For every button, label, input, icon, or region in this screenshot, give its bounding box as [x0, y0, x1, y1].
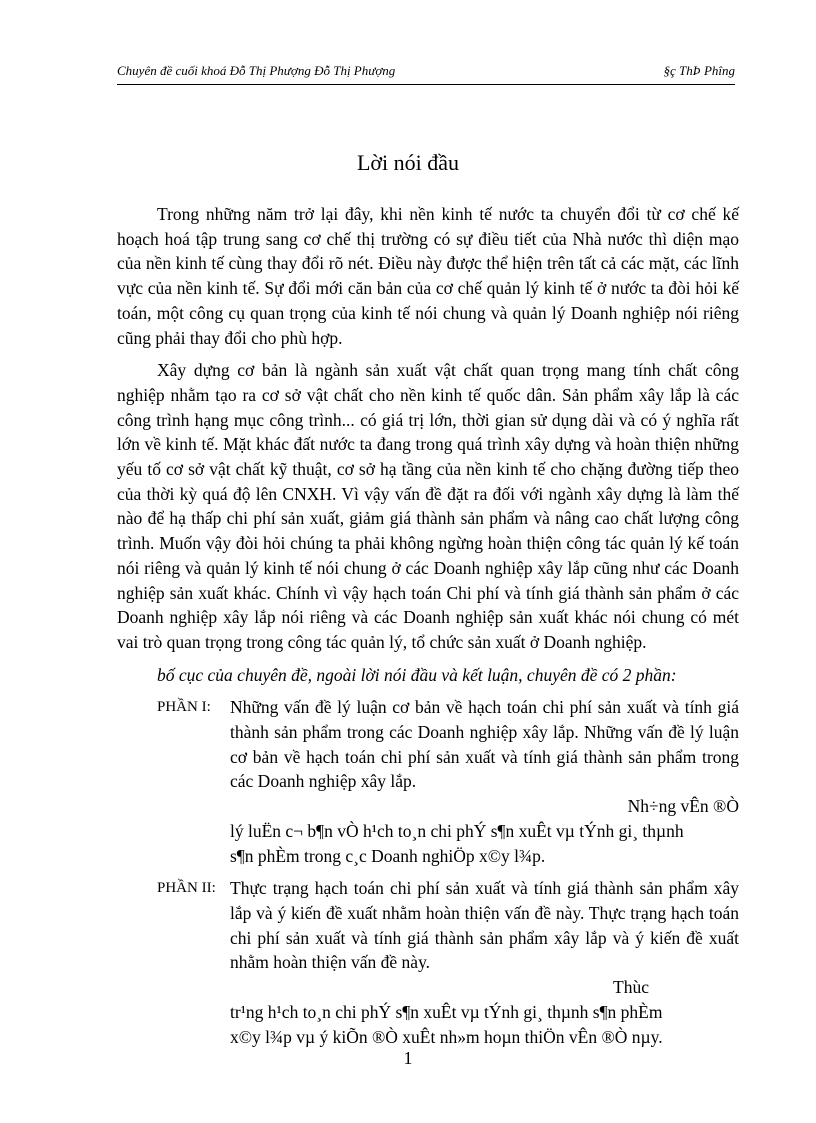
paragraph-1: Trong những năm trở lại đây, khi nền kinh tế nước ta chuyển đổi từ cơ chế kế hoạch hoá tập trung sang cơ chế thị trường có sự điều tiết của Nhà nước thì diện mạo của nền kinh tế cùng thay đổi rõ nét. Điều này được thể hiện trên tất cả các mặt, các lĩnh vực của nền kinh tế. Sự đổi mới căn bản của cơ chế quản lý kinh tế ở nước ta đòi hỏi kế toán, một công cụ quan trọng của kinh tế nói chung và quản lý Doanh nghiệp nói riêng cũng phải thay đổi cho phù hợp. — [117, 204, 739, 348]
header-left-text: Chuyên đề cuối khoá Đỗ Thị Phượng Đỗ Thị Phượng — [117, 63, 396, 78]
part-1-legacy-line: Nh÷ng vÊn ®Ò — [627, 796, 739, 817]
page-title: Lời nói đầu — [356, 150, 460, 175]
part-1 — [117, 695, 739, 868]
part-2-legacy-line: x©y l¾p vµ ý kiÕn ®Ò xuÊt nh»m hoµn thiÖn vÊn ®Ò nµy. — [230, 1026, 663, 1047]
part-2-text: Thực trạng hạch toán chi phí sản xuất và tính giá thành sản phẩm xây lắp và ý kiến đề xuất nhằm hoàn thiện vấn đề này. Thực trạng hạch toán chi phí sản xuất và tính giá thành sản phẩm xây lắp và ý kiến đề xuất nhằm hoàn thiện vấn đề này. — [230, 878, 739, 973]
body-text — [117, 202, 739, 1057]
structure-intro: bố cục của chuyên đề, ngoài lời nói đầu và kết luận, chuyên đề có 2 phần: — [157, 664, 677, 685]
part-1-legacy-line: s¶n phÈm trong c¸c Doanh nghiÖp x©y l¾p. — [230, 845, 546, 866]
part-1-legacy-text — [230, 794, 739, 868]
part-2-legacy-text — [230, 975, 739, 1049]
paragraph-2: Xây dựng cơ bản là ngành sản xuất vật chất quan trọng mang tính chất công nghiệp nhằm tạo ra cơ sở vật chất cho nền kinh tế quốc dân. Sản phẩm xây lắp là các công trình hạng mục công trình... có giá trị lớn, thời gian sử dụng dài và có ý nghĩa rất lớn về kinh tế. Mặt khác đất nước ta đang trong quá trình xây dựng và hoàn thiện những yếu tố cơ sở vật chất kỹ thuật, cơ sở hạ tầng của nền kinh tế cho chặng đường tiếp theo của thời kỳ quá độ lên CNXH. Vì vậy vấn đề đặt ra đối với ngành xây dựng là làm thế nào để hạ thấp chi phí sản xuất, giảm giá thành sản phẩm và nâng cao chất lượng công trình. Muốn vậy đòi hỏi chúng ta phải không ngừng hoàn thiện công tác quản lý kế toán nói riêng và quản lý kinh tế nói chung ở các Doanh nghiệp xây lắp cũng như các Doanh nghiệp sản xuất khác. Chính vì vậy hạch toán Chi phí và tính giá thành sản phẩm ở các Doanh nghiệp xây lắp nói riêng và các Doanh nghiệp sản xuất khác nói chung có mét vai trò quan trọng trong công tác quản lý, tổ chức sản xuất ở Doanh nghiệp. — [117, 360, 739, 652]
part-2 — [117, 876, 739, 1049]
part-1-text: Những vấn đề lý luận cơ bản về hạch toán chi phí sản xuất và tính giá thành sản phẩm trong các Doanh nghiệp xây lắp. Những vấn đề lý luận cơ bản về hạch toán chi phí sản xuất và tính giá thành sản phẩm trong các Doanh nghiệp xây lắp. — [230, 697, 739, 792]
running-header — [117, 63, 735, 81]
header-right-text: §ç ThÞ Phîng — [663, 63, 735, 78]
part-2-legacy-line: Thùc — [613, 977, 649, 998]
part-1-legacy-line: lý luËn c¬ b¶n vÒ h¹ch to¸n chi phÝ s¶n xuÊt vµ tÝnh gi¸ thµnh — [230, 820, 684, 841]
page-number: 1 — [403, 1048, 413, 1068]
header-rule — [117, 84, 735, 85]
part-2-legacy-line: tr¹ng h¹ch to¸n chi phÝ s¶n xuÊt vµ tÝnh gi¸ thµnh s¶n phÈm — [230, 1001, 663, 1022]
part-2-label: PHẦN II: — [157, 880, 216, 897]
part-1-label: PHẦN I: — [157, 699, 211, 716]
